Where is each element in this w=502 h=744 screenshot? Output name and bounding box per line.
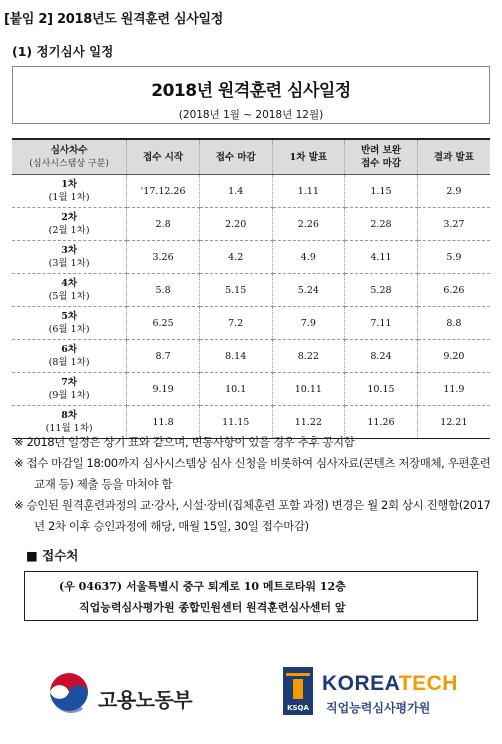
accept-start-cell: 11.8 bbox=[127, 406, 200, 439]
schedule-title: 2018년 원격훈련 심사일정 bbox=[151, 81, 351, 101]
accept-end-cell: 2.20 bbox=[199, 208, 272, 241]
round-sub-label: (3월 1차) bbox=[48, 258, 90, 269]
accept-end-cell: 11.15 bbox=[199, 406, 272, 439]
col-header-accept-start: 접수 시작 bbox=[127, 139, 200, 175]
supplement-cell: 5.28 bbox=[345, 274, 418, 307]
supplement-cell: 10.15 bbox=[345, 373, 418, 406]
accept-end-cell: 4.2 bbox=[199, 241, 272, 274]
round-sub-label: (1월 1차) bbox=[48, 192, 90, 203]
round-label: 7차 bbox=[61, 377, 78, 388]
table-row bbox=[12, 274, 490, 307]
note-item: ※ 접수 마감일 18:00까지 심사시스템상 심사 신청을 비롯하여 심사자료(콘텐츠 저장매체, 우편훈련교재 등) 제출 등을 마쳐야 함 bbox=[14, 456, 491, 491]
moel-taegeuk-logo-icon bbox=[46, 670, 92, 716]
col-header-round bbox=[12, 139, 127, 175]
table-row bbox=[12, 340, 490, 373]
round-label: 2차 bbox=[61, 212, 78, 223]
round-sub-label: (5월 1차) bbox=[48, 291, 90, 302]
round-label: 4차 bbox=[61, 278, 78, 289]
attachment-heading: [붙임 2] 2018년도 원격훈련 심사일정 bbox=[4, 12, 224, 27]
supplement-cell: 2.28 bbox=[345, 208, 418, 241]
round-label: 5차 bbox=[61, 311, 78, 322]
accept-end-cell: 7.2 bbox=[199, 307, 272, 340]
notes-section bbox=[14, 432, 494, 537]
round-sub-label: (11월 1차) bbox=[45, 423, 93, 434]
table-row bbox=[12, 175, 490, 208]
round-sub-label: (6월 1차) bbox=[48, 324, 90, 335]
col-header-report: 1차 발표 bbox=[272, 139, 345, 175]
round-label: 6차 bbox=[61, 344, 78, 355]
report-cell: 11.22 bbox=[272, 406, 345, 439]
reception-address-line2: 직업능력심사평가원 종합민원센터 원격훈련심사센터 앞 bbox=[79, 601, 346, 614]
schedule-title-box bbox=[12, 66, 490, 124]
ksqa-badge-text: KSQA bbox=[287, 704, 309, 712]
reception-heading: ■ 접수처 bbox=[26, 548, 79, 563]
result-cell: 2.9 bbox=[417, 175, 490, 208]
accept-end-cell: 10.1 bbox=[199, 373, 272, 406]
round-cell bbox=[12, 175, 127, 208]
ksqa-badge-icon bbox=[283, 667, 313, 715]
reception-address-line1: (우 04637) 서울특별시 중구 퇴계로 10 메트로타워 12층 bbox=[59, 580, 346, 593]
koreatech-subtitle: 직업능력심사평가원 bbox=[326, 701, 431, 715]
supplement-cell: 1.15 bbox=[345, 175, 418, 208]
table-row bbox=[12, 208, 490, 241]
round-sub-label: (8월 1차) bbox=[48, 357, 90, 368]
result-cell: 9.20 bbox=[417, 340, 490, 373]
accept-start-cell: '17.12.26 bbox=[127, 175, 200, 208]
result-cell: 11.9 bbox=[417, 373, 490, 406]
table-row bbox=[12, 241, 490, 274]
accept-end-cell: 5.15 bbox=[199, 274, 272, 307]
report-cell: 2.26 bbox=[272, 208, 345, 241]
reception-address-box bbox=[24, 571, 478, 621]
round-label: 1차 bbox=[61, 179, 78, 190]
report-cell: 7.9 bbox=[272, 307, 345, 340]
col-header-supplement-line2: 접수 마감 bbox=[360, 158, 401, 169]
accept-start-cell: 9.19 bbox=[127, 373, 200, 406]
accept-start-cell: 5.8 bbox=[127, 274, 200, 307]
round-cell bbox=[12, 307, 127, 340]
round-cell bbox=[12, 208, 127, 241]
table-header-row bbox=[12, 139, 490, 175]
supplement-cell: 8.24 bbox=[345, 340, 418, 373]
col-header-supplement bbox=[345, 139, 418, 175]
note-item: ※ 2018년 일정은 상기 표와 같으며, 변동사항이 있을 경우 추후 공지함 bbox=[14, 435, 355, 449]
col-header-round-sub: (심사시스템상 구분) bbox=[29, 158, 109, 169]
round-cell bbox=[12, 241, 127, 274]
koreatech-logo-text: KOREATECH bbox=[322, 672, 458, 695]
report-cell: 4.9 bbox=[272, 241, 345, 274]
report-cell: 8.22 bbox=[272, 340, 345, 373]
accept-start-cell: 8.7 bbox=[127, 340, 200, 373]
result-cell: 3.27 bbox=[417, 208, 490, 241]
col-header-result: 결과 발표 bbox=[417, 139, 490, 175]
schedule-table-body bbox=[12, 175, 490, 439]
result-cell: 8.8 bbox=[417, 307, 490, 340]
table-row bbox=[12, 373, 490, 406]
result-cell: 12.21 bbox=[417, 406, 490, 439]
supplement-cell: 4.11 bbox=[345, 241, 418, 274]
round-sub-label: (9월 1차) bbox=[48, 390, 90, 401]
result-cell: 5.9 bbox=[417, 241, 490, 274]
supplement-cell: 11.26 bbox=[345, 406, 418, 439]
report-cell: 1.11 bbox=[272, 175, 345, 208]
round-cell bbox=[12, 340, 127, 373]
accept-end-cell: 1.4 bbox=[199, 175, 272, 208]
note-item: ※ 승인된 원격훈련과정의 교·강사, 시설·장비(집체훈련 포함 과정) 변경은 월 2회 상시 진행함(2017년 2차 이후 승인과정에 해당, 매월 15일, 30일 접수마감) bbox=[14, 498, 491, 533]
section-heading: (1) 정기심사 일정 bbox=[12, 44, 114, 59]
col-header-round-label: 심사차수 bbox=[50, 144, 88, 156]
table-row bbox=[12, 307, 490, 340]
round-cell bbox=[12, 274, 127, 307]
round-label: 3차 bbox=[61, 245, 78, 256]
schedule-period: (2018년 1월 ~ 2018년 12월) bbox=[178, 109, 324, 121]
report-cell: 5.24 bbox=[272, 274, 345, 307]
accept-start-cell: 6.25 bbox=[127, 307, 200, 340]
col-header-supplement-line1: 반려 보완 bbox=[360, 145, 401, 156]
report-cell: 10.11 bbox=[272, 373, 345, 406]
round-sub-label: (2월 1차) bbox=[48, 225, 90, 236]
round-cell bbox=[12, 373, 127, 406]
accept-start-cell: 2.8 bbox=[127, 208, 200, 241]
accept-start-cell: 3.26 bbox=[127, 241, 200, 274]
moel-logo-text: 고용노동부 bbox=[98, 688, 193, 712]
round-label: 8차 bbox=[61, 410, 78, 421]
schedule-table bbox=[12, 138, 490, 439]
accept-end-cell: 8.14 bbox=[199, 340, 272, 373]
supplement-cell: 7.11 bbox=[345, 307, 418, 340]
col-header-accept-end: 접수 마감 bbox=[199, 139, 272, 175]
result-cell: 6.26 bbox=[417, 274, 490, 307]
